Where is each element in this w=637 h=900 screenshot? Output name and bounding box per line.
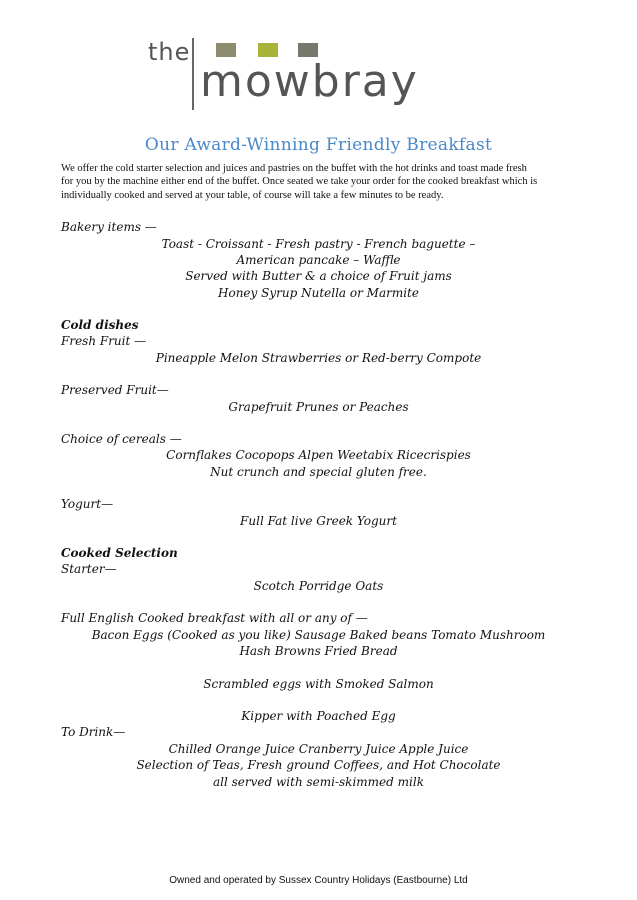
- page-title: Our Award-Winning Friendly Breakfast: [144, 135, 493, 155]
- logo-divider: [192, 38, 194, 110]
- bakery-line: Served with Butter & a choice of Fruit jams: [185, 269, 452, 283]
- logo-the-text: the: [148, 38, 191, 66]
- fresh-fruit-line: Pineapple Melon Strawberries or Red-berry Compote: [155, 351, 482, 365]
- logo-square-2: [258, 43, 278, 57]
- salmon-line: Scrambled eggs with Smoked Salmon: [203, 677, 434, 691]
- logo-mowbray-text: mowbray: [200, 56, 419, 107]
- starter-line: Scotch Porridge Oats: [253, 579, 384, 593]
- drink-line: Chilled Orange Juice Cranberry Juice Apple Juice: [168, 742, 469, 756]
- logo-square-1: [216, 43, 236, 57]
- mowbray-logo: [148, 34, 468, 114]
- logo-square-3: [298, 43, 318, 57]
- footer-text: Owned and operated by Sussex Country Holidays (Eastbourne) Ltd: [169, 875, 468, 886]
- drink-line: Selection of Teas, Fresh ground Coffees, and Hot Chocolate: [136, 758, 501, 772]
- intro-paragraph: [61, 162, 581, 202]
- drink-line: all served with semi-skimmed milk: [213, 775, 424, 789]
- cold-dishes-heading: Cold dishes: [61, 318, 139, 332]
- yogurt-label: Yogurt—: [61, 497, 114, 511]
- preserved-fruit-line: Grapefruit Prunes or Peaches: [228, 400, 409, 414]
- starter-label: Starter—: [61, 562, 117, 576]
- bakery-line: Honey Syrup Nutella or Marmite: [218, 286, 419, 300]
- fresh-fruit-label: Fresh Fruit —: [61, 334, 147, 348]
- cereals-line: Nut crunch and special gluten free.: [210, 465, 427, 479]
- cereals-line: Cornflakes Cocopops Alpen Weetabix Ricecrispies: [166, 448, 471, 462]
- intro-line: for you by the machine either end of the buffet. Once seated we take your order for the cooked breakfast which is: [61, 176, 538, 188]
- intro-line: individually cooked and served at your table, of course will take a few minutes to be ready.: [61, 189, 444, 201]
- full-english-line: Hash Browns Fried Bread: [239, 644, 398, 658]
- cereals-label: Choice of cereals —: [61, 432, 182, 446]
- kipper-line: Kipper with Poached Egg: [241, 709, 396, 723]
- intro-line: We offer the cold starter selection and juices and pastries on the buffet with the hot drinks and toast made fresh: [61, 163, 527, 174]
- bakery-heading: Bakery items —: [61, 220, 157, 234]
- bakery-line: Toast - Croissant - Fresh pastry - French baguette –: [161, 237, 476, 251]
- yogurt-line: Full Fat live Greek Yogurt: [240, 514, 397, 528]
- full-english-label: Full English Cooked breakfast with all or any of —: [61, 611, 368, 625]
- drink-label: To Drink—: [61, 725, 126, 739]
- full-english-line: Bacon Eggs (Cooked as you like) Sausage Baked beans Tomato Mushroom: [91, 628, 546, 642]
- preserved-fruit-label: Preserved Fruit—: [61, 383, 169, 397]
- cooked-selection-heading: Cooked Selection: [61, 546, 178, 560]
- bakery-line: American pancake – Waffle: [236, 253, 401, 267]
